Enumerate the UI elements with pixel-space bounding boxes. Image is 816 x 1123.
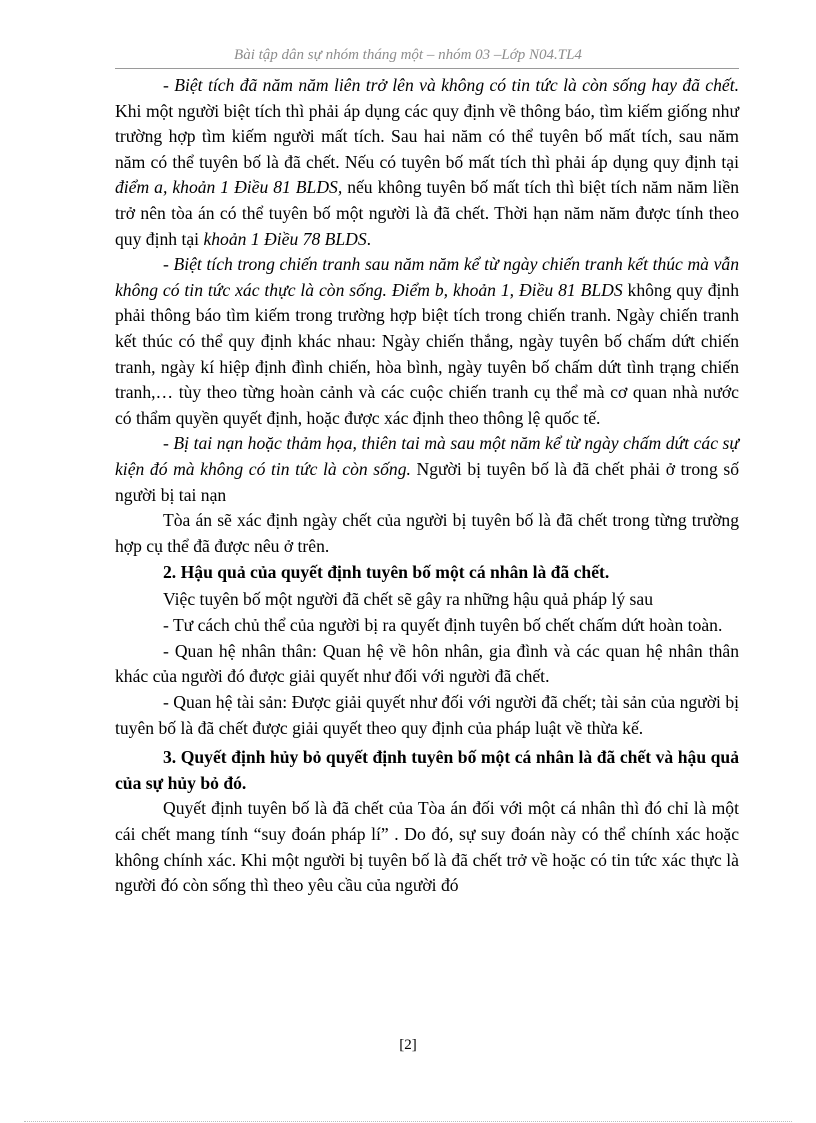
paragraph-accident-disaster bbox=[115, 431, 739, 508]
paragraph-missing-five-years bbox=[115, 73, 739, 252]
paragraph-lead: - Biệt tích đã năm năm liên trở lên và không có tin tức là còn sống hay đã chết. bbox=[163, 75, 739, 95]
paragraph-missing-in-war bbox=[115, 252, 739, 431]
paragraph-text: Người bị tuyên bố là đã chết phải ở trong số người bị tai nạn bbox=[115, 458, 739, 505]
paragraph-property-relations: - Quan hệ tài sản: Được giải quyết như đối với người đã chết; tài sản của người bị tuyên bố là đã chết được giải quyết theo quy định của pháp luật về thừa kế. bbox=[115, 692, 739, 738]
page-bottom-border bbox=[24, 1121, 792, 1122]
paragraph-legal-status: - Tư cách chủ thể của người bị ra quyết định tuyên bố chết chấm dứt hoàn toàn. bbox=[163, 615, 723, 636]
paragraph-lead: - Bị tai nạn hoặc thảm họa, thiên tai mà sau một năm kể từ ngày chấm dứt các sự kiện đó mà không có tin tức là còn sống. bbox=[115, 433, 739, 479]
section-heading-3: 3. Quyết định hủy bỏ quyết định tuyên bố một cá nhân là đã chết và hậu quả của sự hủy bỏ đó. bbox=[115, 747, 739, 793]
paragraph-text: . bbox=[366, 228, 372, 249]
running-header: Bài tập dân sự nhóm tháng một – nhóm 03 –Lớp N04.TL4 bbox=[234, 47, 582, 63]
paragraph-consequences-intro: Việc tuyên bố một người đã chết sẽ gây ra những hậu quả pháp lý sau bbox=[163, 589, 654, 610]
header-divider bbox=[115, 68, 739, 69]
paragraph-cancellation-decision: Quyết định tuyên bố là đã chết của Tòa án đối với một cá nhân thì đó chỉ là một cái chết mang tính “suy đoán pháp lí” . Do đó, sự suy đoán này có thể chính xác hoặc không chính xác. Khi một người bị tuyên bố là đã chết trở về hoặc có tin tức xác thực là người đó còn sống thì theo yêu cầu của người đó bbox=[115, 798, 739, 896]
paragraph-text: nếu không tuyên bố mất tích thì biệt tích năm năm liền trở nên tòa án có thể tuyên bố một người là đã chết. Thời hạn năm năm được tính theo quy định tại bbox=[115, 177, 739, 249]
paragraph-personal-relations: - Quan hệ nhân thân: Quan hệ về hôn nhân, gia đình và các quan hệ nhân thân khác của người đó được giải quyết như đối với người đã chết. bbox=[115, 640, 739, 687]
section-heading-2: 2. Hậu quả của quyết định tuyên bố một cá nhân là đã chết. bbox=[163, 562, 610, 583]
paragraph-text: không quy định phải thông báo tìm kiếm trong trường hợp biệt tích trong chiến tranh. Ngày chiến tranh kết thúc có thể quy định khác nhau: Ngày chiến thắng, ngày tuyên bố chấm dứt chiến tranh, ngày kí hiệp định đình chiến, hòa bình, ngày tuyên bố chấm dứt tình trạng chiến tranh,… tùy theo từng hoàn cảnh và các cuộc chiến tranh cụ thể mà cơ quan nhà nước có thẩm quyền quyết định, hoặc được xác định theo thông lệ quốc tế. bbox=[115, 279, 739, 428]
page-number: [2] bbox=[399, 1037, 417, 1053]
legal-reference: khoản 1 Điều 78 BLDS bbox=[203, 228, 367, 249]
paragraph-lead: - Biệt tích trong chiến tranh sau năm năm kể từ ngày chiến tranh kết thúc mà vẫn không có tin tức xác thực là còn sống. Điểm b, khoản 1, Điều 81 BLDS bbox=[115, 254, 739, 300]
document-body bbox=[115, 73, 739, 899]
paragraph-text: Khi một người biệt tích thì phải áp dụng các quy định về thông báo, tìm kiếm giống như trường hợp tìm kiếm người mất tích. Sau hai năm có thể tuyên bố mất tích, sau năm năm có thể tuyên bố là đã chết. Nếu có tuyên bố mất tích thì phải áp dụng quy định tại bbox=[115, 100, 739, 172]
legal-reference: điểm a, khoản 1 Điều 81 BLDS, bbox=[115, 177, 343, 198]
paragraph-date-of-death: Tòa án sẽ xác định ngày chết của người bị tuyên bố là đã chết trong từng trường hợp cụ thể đã được nêu ở trên. bbox=[115, 510, 739, 556]
